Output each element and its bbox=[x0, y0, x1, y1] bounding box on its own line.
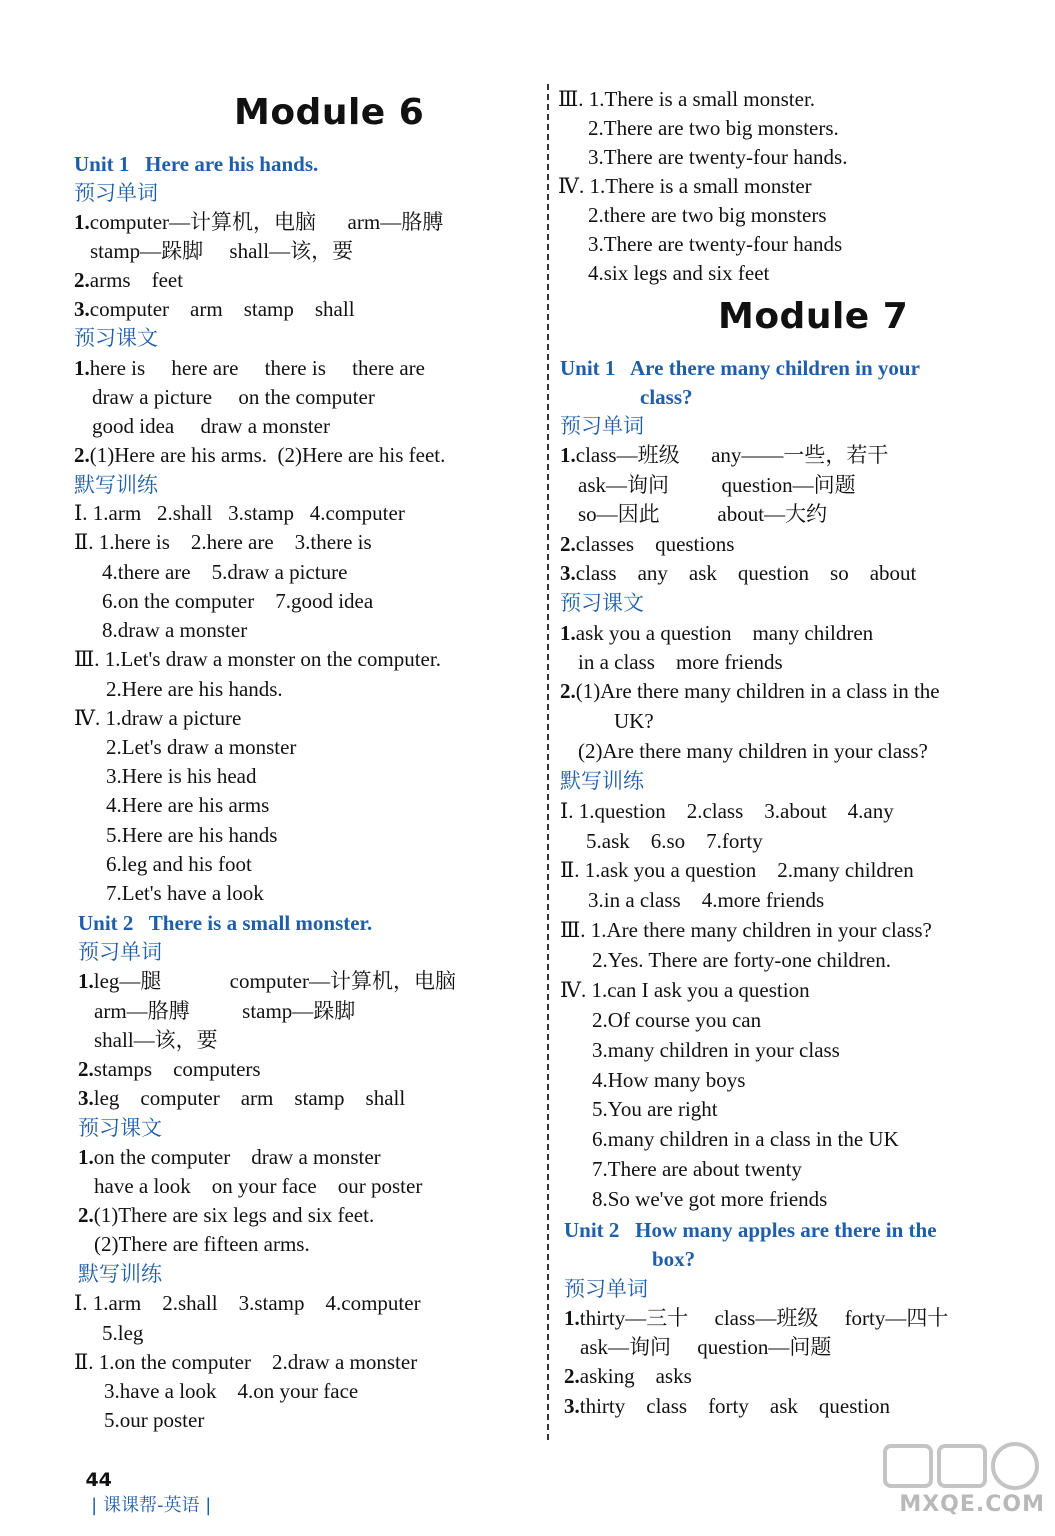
text-line: 7.Let's have a look bbox=[106, 881, 264, 905]
unit2-heading-cont: box? bbox=[652, 1247, 696, 1271]
text-line: 1.here is here are there is there are bbox=[74, 356, 425, 380]
text-line: 3.Here is his head bbox=[106, 764, 257, 788]
text-line: have a look on your face our poster bbox=[94, 1174, 423, 1198]
text-line: Ⅱ. 1.on the computer 2.draw a monster bbox=[74, 1350, 418, 1374]
section-preview-words: 预习单词 bbox=[78, 940, 162, 964]
text-line: 2.Here are his hands. bbox=[106, 677, 283, 701]
text-line: Ⅰ. 1.arm 2.shall 3.stamp 4.computer bbox=[74, 501, 405, 525]
text-line: 2.there are two big monsters bbox=[588, 203, 827, 227]
text-line: 5.our poster bbox=[104, 1408, 205, 1432]
text-line: 2.stamps computers bbox=[78, 1057, 261, 1081]
section-dictation: 默写训练 bbox=[560, 769, 644, 793]
section-preview-text: 预习课文 bbox=[560, 591, 644, 615]
text-line: 3.thirty class forty ask question bbox=[564, 1394, 891, 1418]
unit2-heading: Unit 2 There is a small monster. bbox=[78, 911, 373, 935]
text-line: in a class more friends bbox=[578, 650, 783, 674]
text-line: 6.many children in a class in the UK bbox=[592, 1127, 899, 1151]
text-line: 6.on the computer 7.good idea bbox=[102, 589, 374, 613]
text-line: 5.You are right bbox=[592, 1097, 718, 1121]
text-line: 2.Yes. There are forty-one children. bbox=[592, 948, 891, 972]
text-line: 2.classes questions bbox=[560, 532, 735, 556]
unit1-heading-cont: class? bbox=[640, 385, 693, 409]
text-line: 1.on the computer draw a monster bbox=[78, 1145, 381, 1169]
text-line: Ⅳ. 1.There is a small monster bbox=[558, 174, 812, 198]
text-line: 1.leg—腿 computer—计算机，电脑 bbox=[78, 969, 456, 993]
text-line: 2.Of course you can bbox=[592, 1008, 762, 1032]
section-preview-text: 预习课文 bbox=[78, 1116, 162, 1140]
text-line: Ⅱ. 1.ask you a question 2.many children bbox=[560, 858, 914, 882]
text-line: ask—询问 question—问题 bbox=[578, 473, 856, 497]
text-line: 1.ask you a question many children bbox=[560, 621, 874, 645]
text-line: 3.leg computer arm stamp shall bbox=[78, 1086, 406, 1110]
text-line: 3.There are twenty-four hands. bbox=[588, 145, 848, 169]
text-line: 3.have a look 4.on your face bbox=[104, 1379, 359, 1403]
text-line: 4.How many boys bbox=[592, 1068, 746, 1092]
section-dictation: 默写训练 bbox=[78, 1262, 162, 1286]
text-line: 1.class—班级 any——一些，若干 bbox=[560, 443, 889, 467]
text-line: 5.Here are his hands bbox=[106, 823, 278, 847]
page-footer bbox=[74, 1448, 217, 1517]
text-line: shall—该，要 bbox=[94, 1028, 218, 1052]
text-line: Ⅰ. 1.arm 2.shall 3.stamp 4.computer bbox=[74, 1291, 421, 1315]
text-line: 2.(1)Here are his arms. (2)Here are his feet. bbox=[74, 443, 446, 467]
text-line: 5.ask 6.so 7.forty bbox=[586, 829, 763, 853]
section-preview-words: 预习单词 bbox=[560, 414, 644, 438]
text-line: 6.leg and his foot bbox=[106, 852, 252, 876]
text-line: Ⅲ. 1.Let's draw a monster on the computer. bbox=[74, 647, 441, 671]
page-number: 44 bbox=[85, 1469, 112, 1491]
section-preview-text: 预习课文 bbox=[74, 326, 158, 350]
text-line: 3.There are twenty-four hands bbox=[588, 232, 843, 256]
text-line: 3.in a class 4.more friends bbox=[588, 888, 825, 912]
text-line: 4.six legs and six feet bbox=[588, 261, 770, 285]
section-preview-words: 预习单词 bbox=[564, 1277, 648, 1301]
text-line: ask—询问 question—问题 bbox=[580, 1335, 832, 1359]
text-line: arm—胳膊 stamp—跺脚 bbox=[94, 999, 356, 1023]
text-line: 1.thirty—三十 class—班级 forty—四十 bbox=[564, 1306, 949, 1330]
text-line: 8.draw a monster bbox=[102, 618, 248, 642]
text-line: 3.many children in your class bbox=[592, 1038, 840, 1062]
text-line: UK? bbox=[614, 709, 654, 733]
text-line: so—因此 about—大约 bbox=[578, 502, 828, 526]
text-line: Ⅳ. 1.can I ask you a question bbox=[560, 978, 810, 1002]
module-7-title: Module 7 bbox=[718, 296, 909, 337]
text-line: 2.There are two big monsters. bbox=[588, 116, 839, 140]
text-line: 2.asking asks bbox=[564, 1364, 692, 1388]
text-line: 3.computer arm stamp shall bbox=[74, 297, 355, 321]
text-line: 1.computer—计算机，电脑 arm—胳膊 bbox=[74, 210, 444, 234]
text-line: Ⅰ. 1.question 2.class 3.about 4.any bbox=[560, 799, 894, 823]
text-line: Ⅱ. 1.here is 2.here are 3.there is bbox=[74, 530, 372, 554]
module-6-title: Module 6 bbox=[234, 92, 425, 133]
unit1-heading: Unit 1 Here are his hands. bbox=[74, 152, 319, 176]
unit2-heading: Unit 2 How many apples are there in the bbox=[564, 1218, 937, 1242]
text-line: 2.(1)Are there many children in a class in the bbox=[560, 679, 940, 703]
text-line: 4.Here are his arms bbox=[106, 793, 270, 817]
text-line: 4.there are 5.draw a picture bbox=[102, 560, 348, 584]
text-line: 2.(1)There are six legs and six feet. bbox=[78, 1203, 375, 1227]
text-line: 2.Let's draw a monster bbox=[106, 735, 297, 759]
text-line: 7.There are about twenty bbox=[592, 1157, 802, 1181]
text-line: 5.leg bbox=[102, 1321, 144, 1345]
text-line: good idea draw a monster bbox=[92, 414, 330, 438]
footer-brand: 课课帮-英语 bbox=[102, 1495, 200, 1516]
text-line: Ⅳ. 1.draw a picture bbox=[74, 706, 242, 730]
text-line: stamp—跺脚 shall—该，要 bbox=[90, 239, 354, 263]
watermark-text: MXQE.COM bbox=[899, 1492, 1045, 1517]
section-dictation: 默写训练 bbox=[74, 473, 158, 497]
text-line: Ⅲ. 1.There is a small monster. bbox=[558, 87, 816, 111]
column-divider bbox=[547, 84, 549, 1440]
section-preview-words: 预习单词 bbox=[74, 181, 158, 205]
text-line: 8.So we've got more friends bbox=[592, 1187, 828, 1211]
text-line: (2)Are there many children in your class? bbox=[578, 739, 928, 763]
footer-bar-right: | bbox=[199, 1495, 217, 1516]
text-line: Ⅲ. 1.Are there many children in your class? bbox=[560, 918, 932, 942]
text-line: 2.arms feet bbox=[74, 268, 184, 292]
text-line: (2)There are fifteen arms. bbox=[94, 1232, 310, 1256]
footer-bar-left: | bbox=[85, 1495, 103, 1516]
text-line: 3.class any ask question so about bbox=[560, 561, 917, 585]
text-line: draw a picture on the computer bbox=[92, 385, 375, 409]
unit1-heading: Unit 1 Are there many children in your bbox=[560, 356, 920, 380]
